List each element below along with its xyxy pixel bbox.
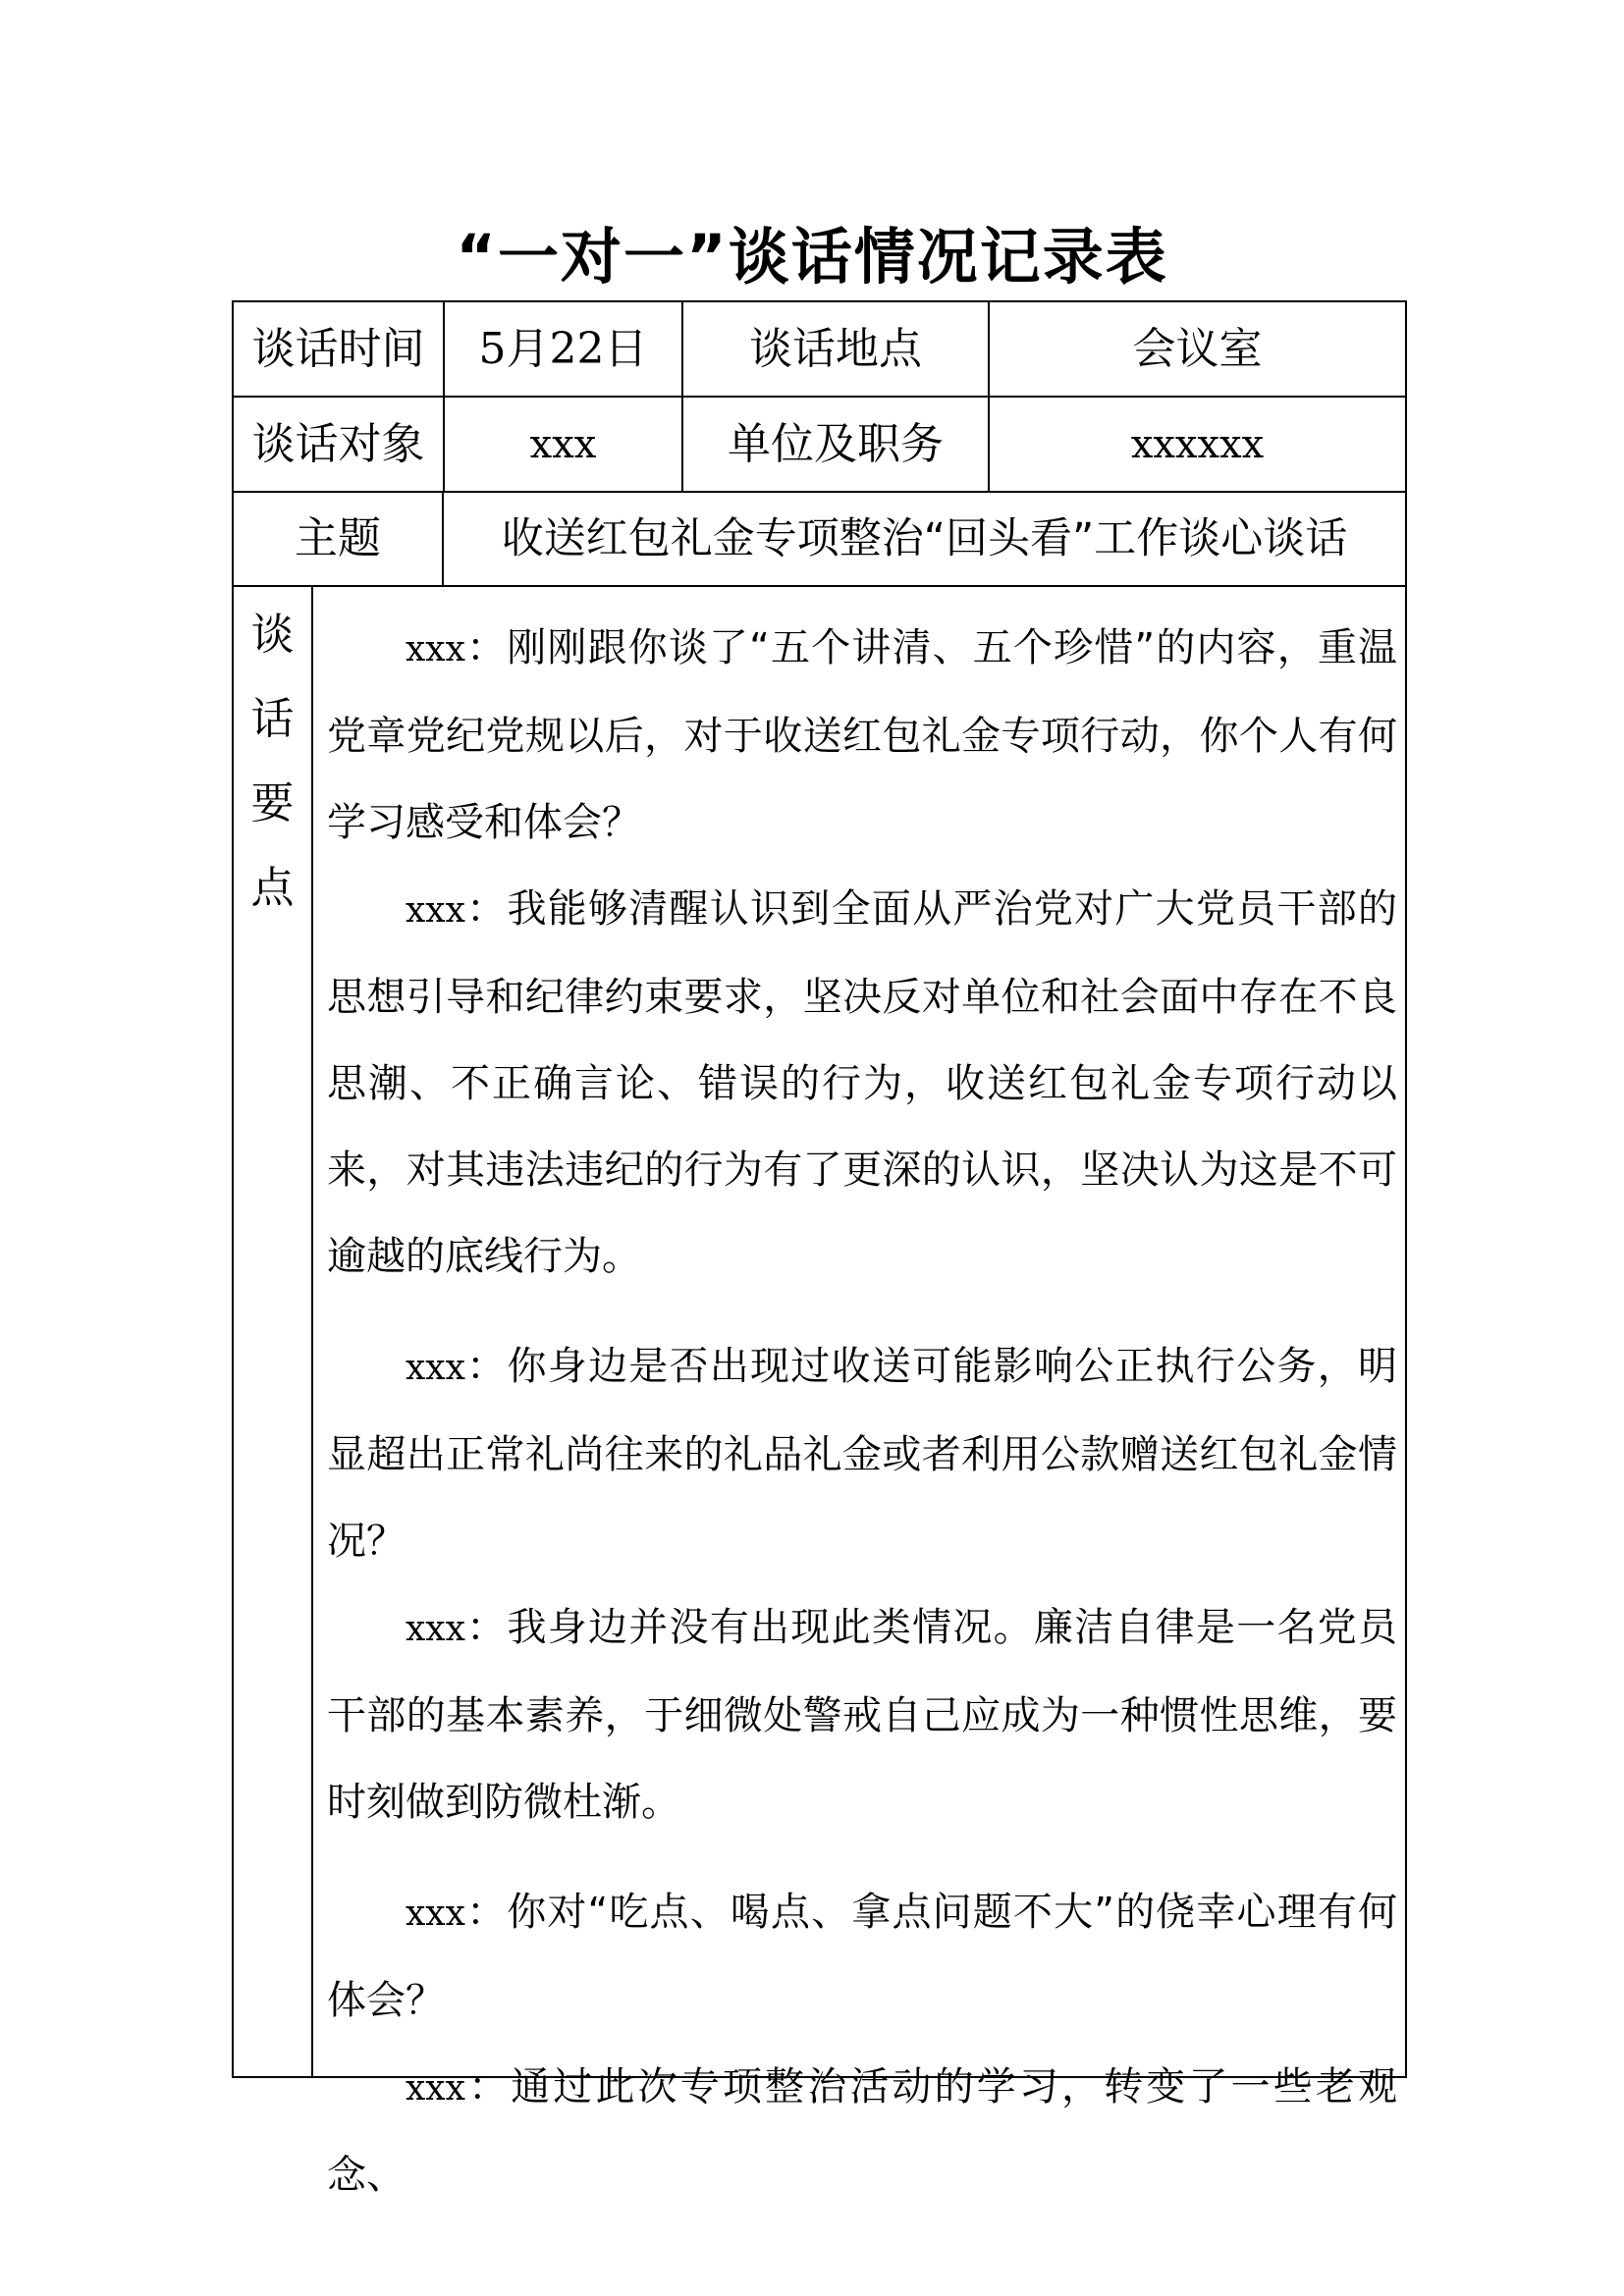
column-divider [311,585,313,2076]
dialogue-paragraph: xxx：你身边是否出现过收送可能影响公正执行公务，明显超出正常礼尚往来的礼品礼金或者利用公款赠送红包礼金情况？ [327,1344,1398,1564]
talk-place-value: 会议室 [1132,323,1263,374]
talk-target-value: xxx [529,421,597,467]
dialogue-paragraph: xxx：刚刚跟你谈了“五个讲清、五个珍惜”的内容，重温党章党纪党规以后，对于收送红包礼金专项行动，你个人有何学习感受和体会？ [327,625,1398,845]
dialogue-paragraph: xxx：我身边并没有出现此类情况。廉洁自律是一名党员干部的基本素养，于细微处警戒自己应成为一种惯性思维，要时刻做到防微杜渐。 [327,1605,1398,1825]
dialogue-paragraph: xxx：我能够清醒认识到全面从严治党对广大党员干部的思想引导和纪律约束要求，坚决反对单位和社会面中存在不良思潮、不正确言论、错误的行为，收送红包礼金专项行动以来，对其违法违纪的行为有了更深的认识，坚决认为这是不可逾越的底线行为。 [327,886,1398,1279]
unit-position-label: 单位及职务 [728,418,944,469]
unit-position-value: xxxxxx [1130,421,1265,467]
key-points-label: 谈 话 要 点 [250,610,295,913]
topic-label: 主题 [295,513,381,563]
page-title: “一对一”谈话情况记录表 [456,221,1168,293]
dialogue-paragraph: xxx：通过此次专项整治活动的学习，转变了一些老观念、 [327,2064,1398,2198]
talk-place-label: 谈话地点 [749,323,922,374]
record-table [232,300,1407,2198]
talk-time-label: 谈话时间 [251,323,425,374]
talk-target-label: 谈话对象 [251,418,425,469]
dialogue-paragraph: xxx：你对“吃点、喝点、拿点问题不大”的侥幸心理有何体会？ [327,1890,1398,2023]
key-points-content [327,605,1397,2218]
row-divider [234,585,1405,587]
talk-time-value: 5月22日 [478,323,648,374]
topic-value: 收送红包礼金专项整治“回头看”工作谈心谈话 [501,513,1348,563]
